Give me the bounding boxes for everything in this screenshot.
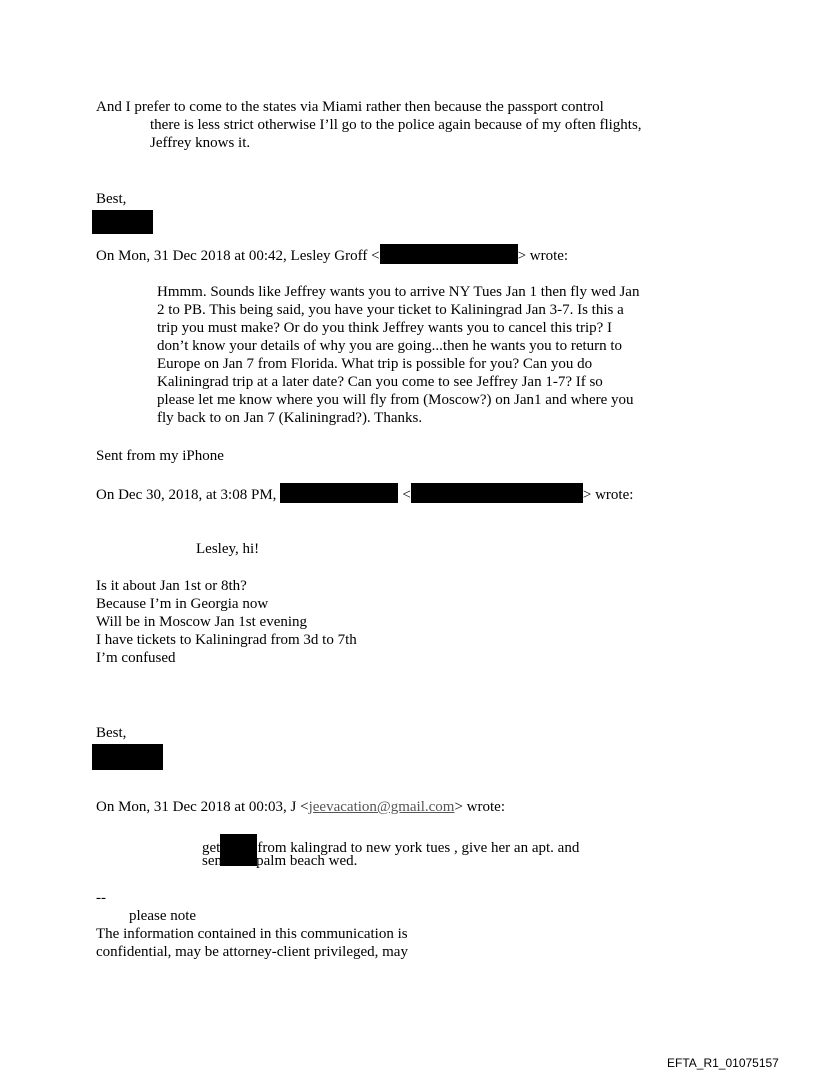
email-header — [96, 244, 568, 265]
email-header — [96, 483, 633, 504]
redaction-box — [92, 210, 153, 234]
header-suffix: > wrote: — [517, 248, 569, 264]
redaction-box — [280, 483, 398, 503]
header-prefix: On Dec 30, 2018, at 3:08 PM, — [96, 487, 277, 503]
footer-line: The information contained in this communication is — [96, 926, 408, 942]
header-prefix: On Mon, 31 Dec 2018 at 00:42, Lesley Groff < — [96, 248, 380, 264]
header-mid: < — [402, 487, 411, 503]
greeting: Lesley, hi! — [196, 541, 260, 557]
header-suffix: > wrote: — [582, 487, 634, 503]
quoted-text: get — [202, 840, 221, 856]
bates-number: EFTA_R1_01075157 — [667, 1056, 779, 1070]
message-line: I have tickets to Kaliningrad from 3d to 7th — [96, 632, 357, 648]
redaction-box — [92, 744, 163, 770]
quoted-line: don’t know your details of why you are going...then he wants you to return to — [157, 338, 623, 354]
signature-separator: -- — [96, 890, 106, 906]
footer-line: confidential, may be attorney-client privileged, may — [96, 944, 408, 960]
message-line: Is it about Jan 1st or 8th? — [96, 578, 247, 594]
email-header — [96, 798, 505, 816]
signoff: Best, — [96, 725, 127, 741]
quoted-line: Kaliningrad trip at a later date? Can you come to see Jeffrey Jan 1-7? If so — [157, 374, 603, 390]
email-link[interactable]: jeevacation@gmail.com — [308, 799, 455, 815]
message-line: there is less strict otherwise I’ll go to the police again because of my often flights, — [150, 117, 642, 133]
quoted-line: trip you must make? Or do you think Jeffrey wants you to cancel this trip? I — [157, 320, 613, 336]
quoted-line: fly back to on Jan 7 (Kaliningrad?). Thanks. — [157, 410, 423, 426]
footer-note: please note — [129, 908, 197, 924]
message-line: Will be in Moscow Jan 1st evening — [96, 614, 308, 630]
quoted-line: Hmmm. Sounds like Jeffrey wants you to arrive NY Tues Jan 1 then fly wed Jan — [157, 284, 640, 300]
message-line: And I prefer to come to the states via Miami rather then because the passport control — [96, 99, 604, 115]
quoted-line: 2 to PB. This being said, you have your ticket to Kaliningrad Jan 3-7. Is this a — [157, 302, 624, 318]
quoted-line: Europe on Jan 7 from Florida. What trip is possible for you? Can you do — [157, 356, 593, 372]
header-suffix: > wrote: — [454, 799, 505, 815]
quoted-text: from kalingrad to new york tues , give her an apt. and — [257, 840, 580, 856]
header-prefix: On Mon, 31 Dec 2018 at 00:03, J < — [96, 799, 309, 815]
message-line: I’m confused — [96, 650, 176, 666]
sent-from-signature: Sent from my iPhone — [96, 448, 224, 464]
quoted-line: please let me know where you will fly from (Moscow?) on Jan1 and where you — [157, 392, 634, 408]
quoted-line: send her palm beach wed. — [202, 853, 358, 869]
redaction-box — [411, 483, 583, 503]
message-line: Jeffrey knows it. — [150, 135, 251, 151]
message-line: Because I’m in Georgia now — [96, 596, 269, 612]
redaction-box — [380, 244, 518, 264]
signoff: Best, — [96, 191, 127, 207]
